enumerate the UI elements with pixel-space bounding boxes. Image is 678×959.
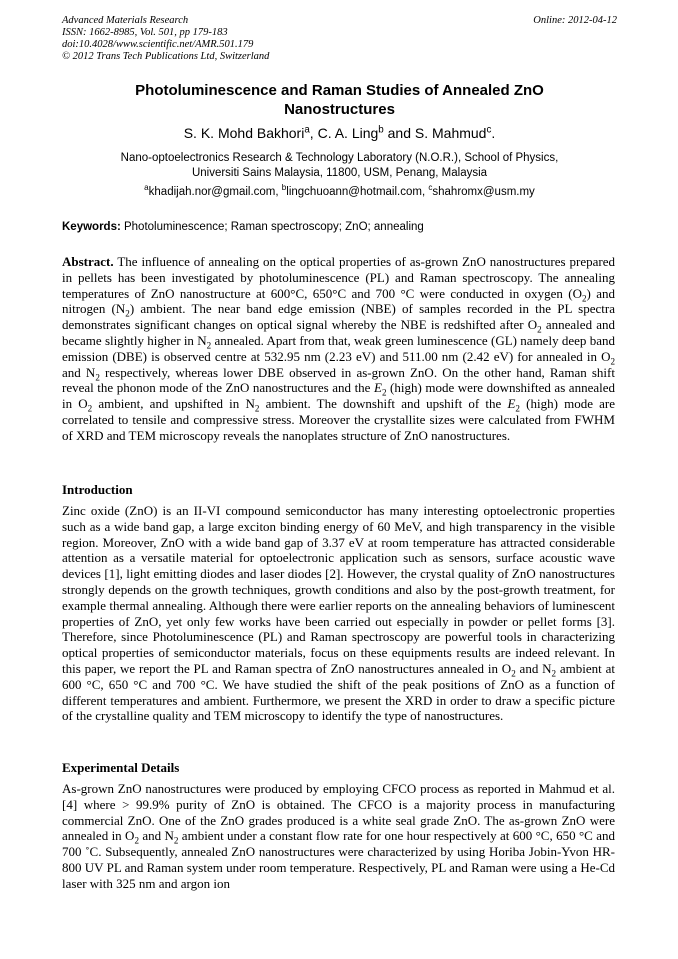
- journal-header: [62, 15, 617, 63]
- email-marker: a: [144, 183, 149, 193]
- abstract-text: and N: [62, 364, 96, 380]
- author-emails: [62, 185, 617, 200]
- abstract-text: The influence of annealing on the optical properties of as-grown ZnO nanostructures prepared in pellets has been investigated by photoluminescence (PL) and Raman spectroscopy. The annealing temperatures of ZnO nanostructure at 600°C, 650°C and 700 °C were conducted in oxygen (O: [62, 254, 615, 301]
- paragraph-text: and N: [515, 660, 552, 676]
- email-marker: c: [428, 183, 433, 193]
- subscript: 2: [87, 403, 93, 414]
- math-symbol: E: [507, 396, 516, 412]
- experimental-text: [62, 781, 615, 892]
- subscript: 2: [610, 356, 615, 367]
- paragraph-text: As-grown ZnO nanostructures were produced by employing CFCO process as reported in Mahmud et al. [4] where > 99.9% purity of ZnO is obtained. The CFCO is a majority process in manufacturing commercial ZnO. One of the ZnO grades produced is a white seal grade ZnO. The as-grown ZnO were annealed in O: [62, 781, 615, 844]
- copyright-line: © 2012 Trans Tech Publications Ltd, Switzerland: [62, 51, 270, 62]
- doi-line: doi:10.4028/www.scientific.net/AMR.501.179: [62, 39, 254, 50]
- math-symbol: E: [374, 380, 382, 396]
- author-3: S. Mahmud: [414, 125, 487, 141]
- abstract-text: ambient. The downshift and upshift of the: [259, 396, 508, 412]
- abstract-text: annealed and became slightly higher in N: [62, 317, 615, 348]
- subscript: 2: [173, 835, 179, 846]
- abstract-text: ) ambient. The near band edge emission (NBE) of samples recorded in the PL spectra demonstrates significant changes on optical signal whereby the NBE is redshifted after O: [62, 301, 615, 333]
- title-line-2: Nanostructures: [284, 101, 395, 118]
- keywords-label: Keywords:: [62, 221, 121, 233]
- abstract-text: (high) mode were downshifted as annealed in O: [62, 380, 615, 412]
- author-list: [62, 124, 617, 142]
- subscript: 2: [206, 340, 212, 351]
- author-3-affil: c: [486, 124, 492, 136]
- author-2: C. A. Ling: [317, 125, 379, 141]
- paragraph-text: and N: [138, 828, 174, 844]
- author-2-affil: b: [378, 124, 384, 136]
- subscript: 2: [515, 403, 520, 414]
- subscript: 2: [254, 403, 260, 414]
- experimental-heading: Experimental Details: [62, 760, 180, 775]
- abstract-text: annealed. Apart from that, weak green luminescence (GL) namely deep band emission (DBE) is observed centre at 532.95 nm (2.23 eV) and 511.00 nm (2.42 eV) for annealed in O: [62, 332, 615, 364]
- journal-name: Advanced Materials Research: [62, 15, 189, 26]
- abstract-text: (high) mode are correlated to tensile and compressive stress. Moreover the crystallite sizes were calculated from FWHM of XRD and TEM microscopy reveals the nanoplates structure of ZnO nanostructures.: [62, 396, 615, 443]
- abstract-text: ) and nitrogen (N: [62, 285, 615, 317]
- affiliation-line-1: Nano-optoelectronics Research & Technology Laboratory (N.O.R.), School of Physics,: [120, 152, 559, 164]
- email-b[interactable]: lingchuoann@hotmail.com,: [286, 186, 429, 198]
- email-c[interactable]: shahromx@usm.my: [432, 186, 535, 198]
- subscript: 2: [95, 372, 100, 383]
- abstract-text: ambient, and upshifted in N: [92, 396, 255, 412]
- title-line-1: Photoluminescence and Raman Studies of Annealed ZnO: [135, 82, 544, 99]
- abstract-label: Abstract.: [62, 254, 114, 269]
- author-separator: ,: [309, 125, 318, 141]
- subscript: 2: [581, 293, 587, 304]
- author-1: S. K. Mohd Bakhori: [183, 125, 305, 141]
- introduction-text: [62, 503, 615, 724]
- affiliation: [62, 151, 617, 181]
- subscript: 2: [134, 835, 139, 846]
- paragraph-text: ambient at 600 °C, 650 °C and 700 °C. We have studied the shift of the peak positions of ZnO as a function of different temperatures and ambient. Furthermore, we present the XRD in order to draw a specific picture of the crystalline quality and TEM microscopy to identify the type of nanostructures.: [62, 660, 615, 724]
- paper-title: [62, 81, 617, 119]
- email-a[interactable]: khadijah.nor@gmail.com,: [148, 186, 282, 198]
- affiliation-line-2: Universiti Sains Malaysia, 11800, USM, Penang, Malaysia: [191, 167, 488, 179]
- abstract-text: respectively, whereas lower DBE observed in as-grown ZnO. On the other hand, Raman shift reveal the phonon mode of the ZnO nanostructures and the: [62, 364, 615, 396]
- paragraph-text: Zinc oxide (ZnO) is an II-VI compound semiconductor has many interesting optoelectronic properties such as a wide band gap, a large exciton binding energy of 60 MeV, and high transparency in the visible region. Moreover, ZnO with a wide band gap of 3.37 eV at room temperature has attracted considerable attention as a versatile material for optoelectronic application such as sensors, surface acoustic wave devices [1], light emitting diodes and laser diodes [2]. However, the crystal quality of ZnO nanostructures strongly depends on the growth techniques, growth conditions and also by the post-growth treatment, for example thermal annealing. Although there were earlier reports on the annealing behaviors of luminescent properties of ZnO, yet only few works have been carried out especially in powder or pellet forms [3]. Therefore, since Photoluminescence (PL) and Raman spectroscopy are powerful tools in characterizing optical properties of semiconductor materials, focus on these equipments results are indeed relevant. In this paper, we report the PL and Raman spectra of ZnO nanostructures annealed in O: [62, 503, 615, 676]
- subscript: 2: [537, 324, 542, 335]
- issn-line: ISSN: 1662-8985, Vol. 501, pp 179-183: [62, 27, 228, 38]
- abstract: [62, 254, 615, 444]
- subscript: 2: [381, 387, 387, 398]
- author-end: .: [491, 125, 496, 141]
- keywords-text: Photoluminescence; Raman spectroscopy; ZnO; annealing: [120, 221, 424, 233]
- author-1-affil: a: [304, 124, 310, 136]
- email-marker: b: [281, 183, 287, 193]
- author-separator: and: [383, 125, 415, 141]
- subscript: 2: [125, 308, 130, 319]
- online-date: Online: 2012-04-12: [533, 15, 617, 26]
- subscript: 2: [551, 668, 557, 679]
- keywords: [62, 220, 617, 235]
- subscript: 2: [511, 668, 516, 679]
- paragraph-text: ambient under a constant flow rate for one hour respectively at 600 °C, 650 °C and 700 ˚C. Subsequently, annealed ZnO nanostructures were characterized by using Horiba Jobin-Yvon HR-800 UV PL and Raman system under room temperature. Respectively, PL and Raman were using a He-Cd laser with 325 nm and argon ion: [62, 828, 615, 891]
- introduction-heading: Introduction: [62, 482, 133, 497]
